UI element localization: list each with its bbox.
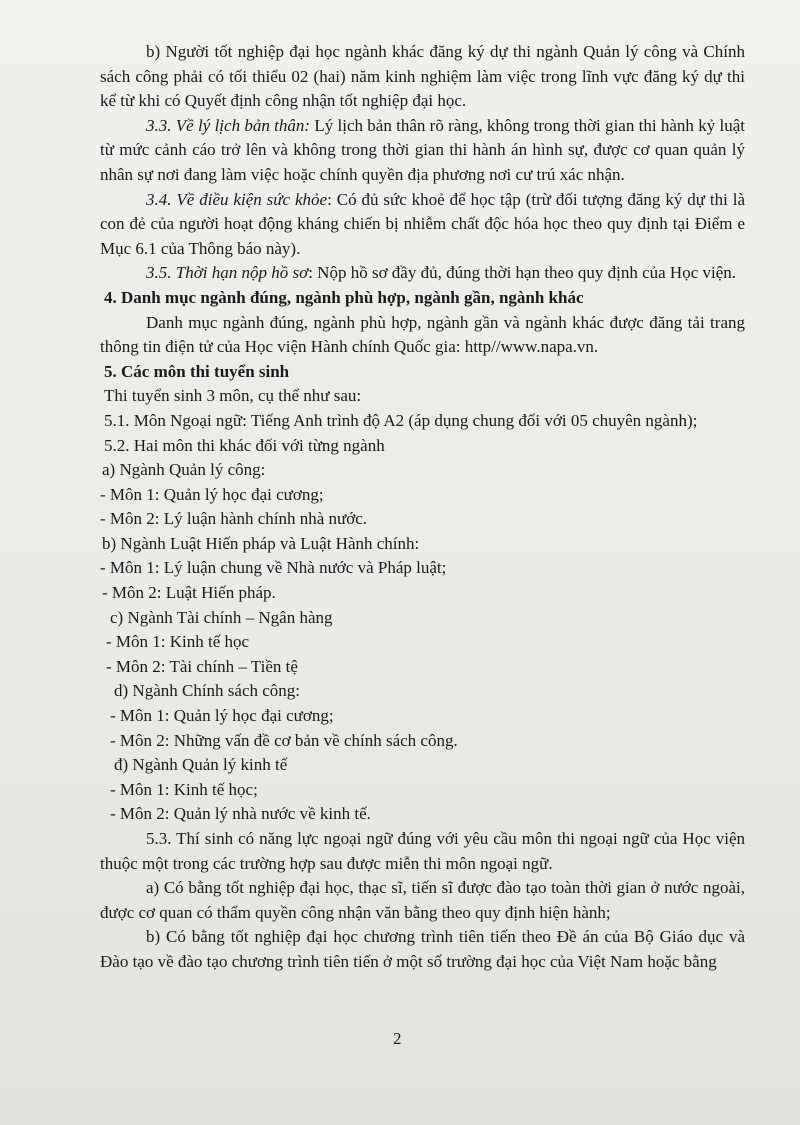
paragraph-5-3b: b) Có bằng tốt nghiệp đại học chương trình tiên tiến theo Đề án của Bộ Giáo dục và Đào tạo về đào tạo chương trình tiên tiến ở một số trường đại học của Việt Nam hoặc bằng bbox=[100, 927, 745, 971]
list-item-subject: - Môn 1: Quản lý học đại cương; bbox=[110, 706, 334, 726]
page-number: 2 bbox=[393, 1029, 402, 1048]
paragraph-5-2: 5.2. Hai môn thi khác đối với từng ngành bbox=[104, 435, 385, 455]
list-item-subject: - Môn 1: Lý luận chung về Nhà nước và Pháp luật; bbox=[100, 558, 447, 578]
section-3-3-text: Lý lịch bản thân rõ ràng, không trong thời gian thi hành kỷ luật từ mức cảnh cáo trở lên và không trong thời gian thi hành án hình sự, được cơ quan quản lý nhân sự nơi đang làm việc hoặc chính quyền địa phương nơi cư trú xác nhận. bbox=[100, 115, 745, 184]
list-item-subject: - Môn 1: Kinh tế học bbox=[106, 632, 250, 652]
paragraph-exam-intro: Thi tuyển sinh 3 môn, cụ thể như sau: bbox=[104, 386, 362, 406]
list-item-major-b: b) Ngành Luật Hiến pháp và Luật Hành chính: bbox=[102, 533, 420, 553]
section-3-4-label: 3.4. Về điều kiện sức khỏe bbox=[146, 189, 328, 209]
paragraph-3-3 bbox=[100, 114, 745, 188]
list-item-subject: - Môn 1: Kinh tế học; bbox=[110, 779, 258, 799]
paragraph-5-1: 5.1. Môn Ngoại ngữ: Tiếng Anh trình độ A2 (áp dụng chung đối với 05 chuyên ngành); bbox=[104, 410, 698, 430]
section-3-4-text: : Có đủ sức khoẻ để học tập (trừ đối tượng đăng ký dự thi là con đẻ của người hoạt động kháng chiến bị nhiễm chất độc hóa học theo quy định tại Điểm e Mục 6.1 của Thông báo này). bbox=[100, 189, 745, 258]
list-item-major-d: d) Ngành Chính sách công: bbox=[114, 681, 301, 701]
paragraph-3-5 bbox=[100, 261, 745, 286]
list-item-major-dd: đ) Ngành Quản lý kinh tế bbox=[114, 755, 288, 775]
list-item-subject: - Môn 2: Lý luận hành chính nhà nước. bbox=[100, 509, 368, 529]
section-3-3-label: 3.3. Về lý lịch bản thân: bbox=[146, 115, 311, 135]
paragraph-3-2b: b) Người tốt nghiệp đại học ngành khác đăng ký dự thi ngành Quản lý công và Chính sách công phải có tối thiểu 02 (hai) năm kinh nghiệm làm việc trong lĩnh vực đăng ký dự thi kể từ khi có Quyết định công nhận tốt nghiệp đại học. bbox=[100, 42, 745, 111]
heading-section-5: 5. Các môn thi tuyển sinh bbox=[104, 361, 290, 381]
list-item-subject: - Môn 2: Luật Hiến pháp. bbox=[102, 583, 276, 603]
section-3-5-label: 3.5. Thời hạn nộp hồ sơ bbox=[146, 263, 309, 283]
paragraph-5-3: 5.3. Thí sinh có năng lực ngoại ngữ đúng với yêu cầu môn thi ngoại ngữ của Học viện thuộc một trong các trường hợp sau được miễn thi môn ngoại ngữ. bbox=[100, 829, 745, 873]
heading-section-4: 4. Danh mục ngành đúng, ngành phù hợp, ngành gần, ngành khác bbox=[104, 287, 584, 307]
section-3-5-text: : Nộp hồ sơ đầy đủ, đúng thời hạn theo quy định của Học viện. bbox=[308, 263, 737, 283]
paragraph-3-4 bbox=[100, 188, 745, 262]
list-item-subject: - Môn 2: Quản lý nhà nước về kinh tế. bbox=[110, 804, 371, 824]
paragraph-section-4: Danh mục ngành đúng, ngành phù hợp, ngành gần và ngành khác được đăng tải trang thông tin điện tử của Học viện Hành chính Quốc gia: http//www.napa.vn. bbox=[100, 312, 745, 357]
paragraph-5-3a: a) Có bằng tốt nghiệp đại học, thạc sĩ, tiến sĩ được đào tạo toàn thời gian ở nước ngoài, được cơ quan có thẩm quyền công nhận văn bằng theo quy định hiện hành; bbox=[100, 878, 745, 922]
document-body bbox=[100, 40, 745, 975]
list-item-major-c: c) Ngành Tài chính – Ngân hàng bbox=[110, 607, 333, 627]
list-item-subject: - Môn 2: Những vấn đề cơ bản về chính sách công. bbox=[110, 730, 458, 750]
list-item-subject: - Môn 2: Tài chính – Tiền tệ bbox=[106, 656, 298, 676]
list-item-major-a: a) Ngành Quản lý công: bbox=[102, 460, 266, 480]
list-item-subject: - Môn 1: Quản lý học đại cương; bbox=[100, 484, 324, 504]
